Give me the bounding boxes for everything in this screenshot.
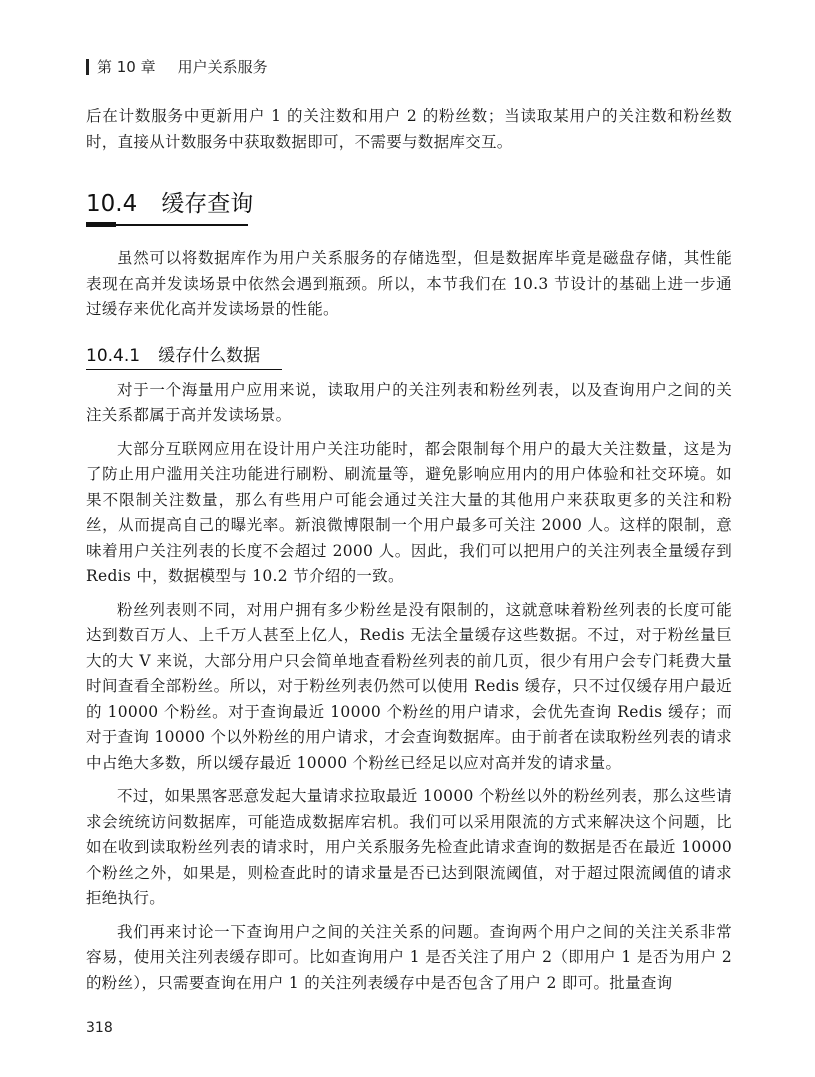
subsection-underline [86,369,282,370]
body-paragraph: 对于一个海量用户应用来说，读取用户的关注列表和粉丝列表，以及查询用户之间的关注关系都属于高并发读场景。 [86,380,732,424]
chapter-number: 第 10 章 [97,58,156,76]
body-paragraph: 粉丝列表则不同，对用户拥有多少粉丝是没有限制的，这就意味着粉丝列表的长度可能达到数百万人、上千万人甚至上亿人，Redis 无法全量缓存这些数据。不过，对于粉丝量巨大的大 V 来说，大部分用户只会简单地查看粉丝列表的前几页，很少有用户会专门耗费大量时间查看全部粉丝。所以，对于粉丝列表仍然可以使用 Redis 缓存，只不过仅缓存用户最近的 10000 个粉丝。对于查询最近 10000 个粉丝的用户请求，会优先查询 Redis 缓存；而对于查询 10000 个以外粉丝的用户请求，才会查询数据库。由于前者在读取粉丝列表的请求中占绝大多数，所以缓存最近 10000 个粉丝已经足以应对高并发的请求量。 [86,600,732,772]
section-paragraph: 虽然可以将数据库作为用户关系服务的存储选型，但是数据库毕竟是磁盘存储，其性能表现在高并发读场景中依然会遇到瓶颈。所以，本节我们在 10.3 节设计的基础上进一步通过缓存来优化高并发读场景的性能。 [86,249,732,318]
body-paragraph: 我们再来讨论一下查询用户之间的关注关系的问题。查询两个用户之间的关注关系非常容易，使用关注列表缓存即可。比如查询用户 1 是否关注了用户 2（即用户 1 是否为用户 2 的粉丝），只需要查询在用户 1 的关注列表缓存中是否包含了用户 2 即可。批量查询 [86,922,732,992]
section-underline [86,224,248,226]
intro-paragraph: 后在计数服务中更新用户 1 的关注数和用户 2 的粉丝数；当读取某用户的关注数和粉丝数时，直接从计数服务中获取数据即可，不需要与数据库交互。 [86,107,732,151]
section-title: 缓存查询 [161,191,254,217]
subsection-title: 缓存什么数据 [158,345,261,366]
chapter-title: 用户关系服务 [177,58,268,76]
body-paragraph: 不过，如果黑客恶意发起大量请求拉取最近 10000 个粉丝以外的粉丝列表，那么这些请求会统统访问数据库，可能造成数据库宕机。我们可以采用限流的方式来解决这个问题，比如在收到读取粉丝列表的请求时，用户关系服务先检查此请求查询的数据是否在最近 10000 个粉丝之外，如果是，则检查此时的请求量是否已达到限流阈值，对于超过限流阈值的请求拒绝执行。 [86,787,732,907]
subsection-number: 10.4.1 [86,345,141,366]
section-number: 10.4 [86,191,138,217]
section-heading [86,185,732,226]
page-content [86,104,732,996]
page-number: 318 [86,1020,113,1036]
header-bar [86,59,89,75]
running-header [86,56,268,77]
subsection-heading [86,341,732,370]
body-paragraph: 大部分互联网应用在设计用户关注功能时，都会限制每个用户的最大关注数量，这是为了防止用户滥用关注功能进行刷粉、刷流量等，避免影响应用内的用户体验和社交环境。如果不限制关注数量，那么有些用户可能会通过关注大量的其他用户来获取更多的关注和粉丝，从而提高自己的曝光率。新浪微博限制一个用户最多可关注 2000 人。这样的限制，意味着用户关注列表的长度不会超过 2000 人。因此，我们可以把用户的关注列表全量缓存到 Redis 中，数据模型与 10.2 节介绍的一致。 [86,439,732,585]
